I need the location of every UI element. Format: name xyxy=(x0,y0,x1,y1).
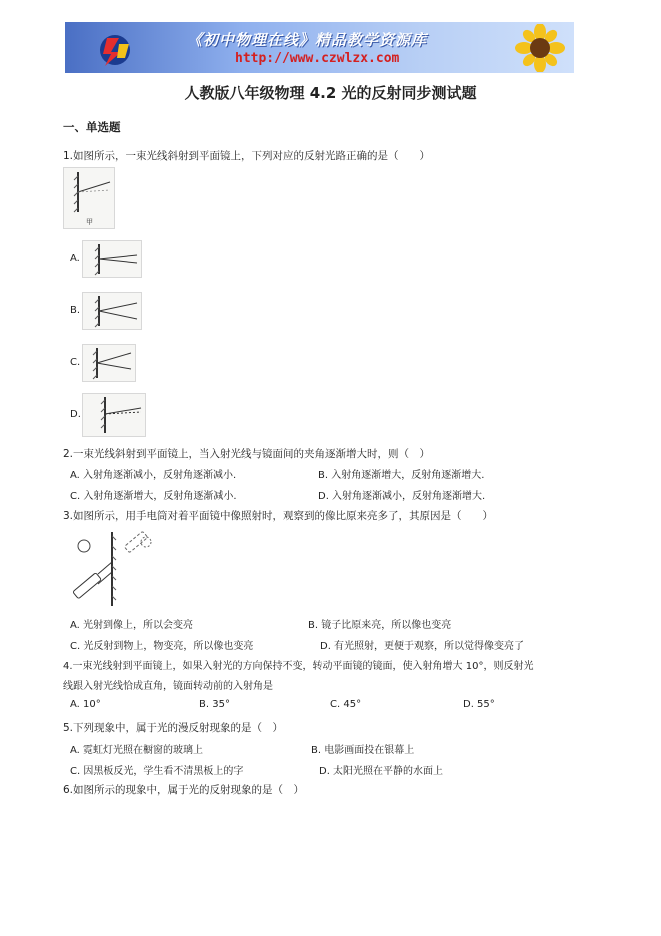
question-3-option-d[interactable]: D. 有光照射，更便于观察，所以觉得像变亮了 xyxy=(320,641,525,652)
question-5-option-d[interactable]: D. 太阳光照在平静的水面上 xyxy=(319,766,444,777)
question-1-option-c[interactable]: C. xyxy=(70,357,81,368)
option-a-figure xyxy=(82,240,142,278)
figure-label: 甲 xyxy=(86,218,93,226)
header-banner xyxy=(65,22,574,73)
question-3-figure xyxy=(66,528,158,610)
question-5-stem: 5.下列现象中，属于光的漫反射现象的是（ ） xyxy=(63,722,284,734)
option-d-figure xyxy=(82,393,146,437)
banner-url[interactable]: http://www.czwlzx.com xyxy=(235,51,400,66)
banner-title: 《初中物理在线》精品教学资源库 xyxy=(187,31,428,49)
question-2-option-c[interactable]: C. 入射角逐渐增大，反射角逐渐减小. xyxy=(70,491,237,502)
question-1-option-a[interactable]: A. xyxy=(70,253,80,264)
question-4-stem-line1: 4.一束光线射到平面镜上，如果入射光的方向保持不变，转动平面镜的镜面，使入射角增大 10°，则反射光 xyxy=(63,661,534,672)
question-5-option-a[interactable]: A. 霓虹灯光照在橱窗的玻璃上 xyxy=(70,745,204,756)
question-3-option-c[interactable]: C. 光反射到物上，物变亮，所以像也变亮 xyxy=(70,641,254,652)
document-title: 人教版八年级物理 4.2 光的反射同步测试题 xyxy=(184,84,477,102)
question-2-option-b[interactable]: B. 入射角逐渐增大，反射角逐渐增大. xyxy=(318,470,485,481)
question-3-option-b[interactable]: B. 镜子比原来亮，所以像也变亮 xyxy=(308,620,452,631)
question-4-option-b[interactable]: B. 35° xyxy=(199,699,230,710)
question-3-option-a[interactable]: A. 光射到像上，所以会变亮 xyxy=(70,620,194,631)
sunflower-icon xyxy=(500,24,570,72)
section-heading: 一、单选题 xyxy=(63,120,121,134)
question-4-option-c[interactable]: C. 45° xyxy=(330,699,362,710)
question-1-figure xyxy=(63,167,115,229)
question-1-option-d[interactable]: D. xyxy=(70,409,81,420)
option-c-figure xyxy=(82,344,136,382)
question-6-stem: 6.如图所示的现象中，属于光的反射现象的是（ ） xyxy=(63,784,305,796)
question-2-option-a[interactable]: A. 入射角逐渐减小，反射角逐渐减小. xyxy=(70,470,237,481)
question-4-stem-line2: 线跟入射光线恰成直角，镜面转动前的入射角是 xyxy=(63,681,273,692)
question-4-option-d[interactable]: D. 55° xyxy=(463,699,495,710)
question-1-stem: 1.如图所示，一束光线斜射到平面镜上，下列对应的反射光路正确的是（ ） xyxy=(63,150,431,162)
question-3-stem: 3.如图所示，用手电筒对着平面镜中像照射时，观察到的像比原来亮多了，其原因是（ ） xyxy=(63,510,494,522)
question-2-option-d[interactable]: D. 入射角逐渐减小，反射角逐渐增大. xyxy=(318,491,486,502)
site-logo-icon xyxy=(95,28,135,68)
question-5-option-b[interactable]: B. 电影画面投在银幕上 xyxy=(311,745,415,756)
option-b-figure xyxy=(82,292,142,330)
question-4-option-a[interactable]: A. 10° xyxy=(70,699,101,710)
question-1-option-b[interactable]: B. xyxy=(70,305,81,316)
question-2-stem: 2.一束光线斜射到平面镜上，当入射光线与镜面间的夹角逐渐增大时，则（ ） xyxy=(63,448,431,460)
question-5-option-c[interactable]: C. 因黑板反光，学生看不清黑板上的字 xyxy=(70,766,244,777)
